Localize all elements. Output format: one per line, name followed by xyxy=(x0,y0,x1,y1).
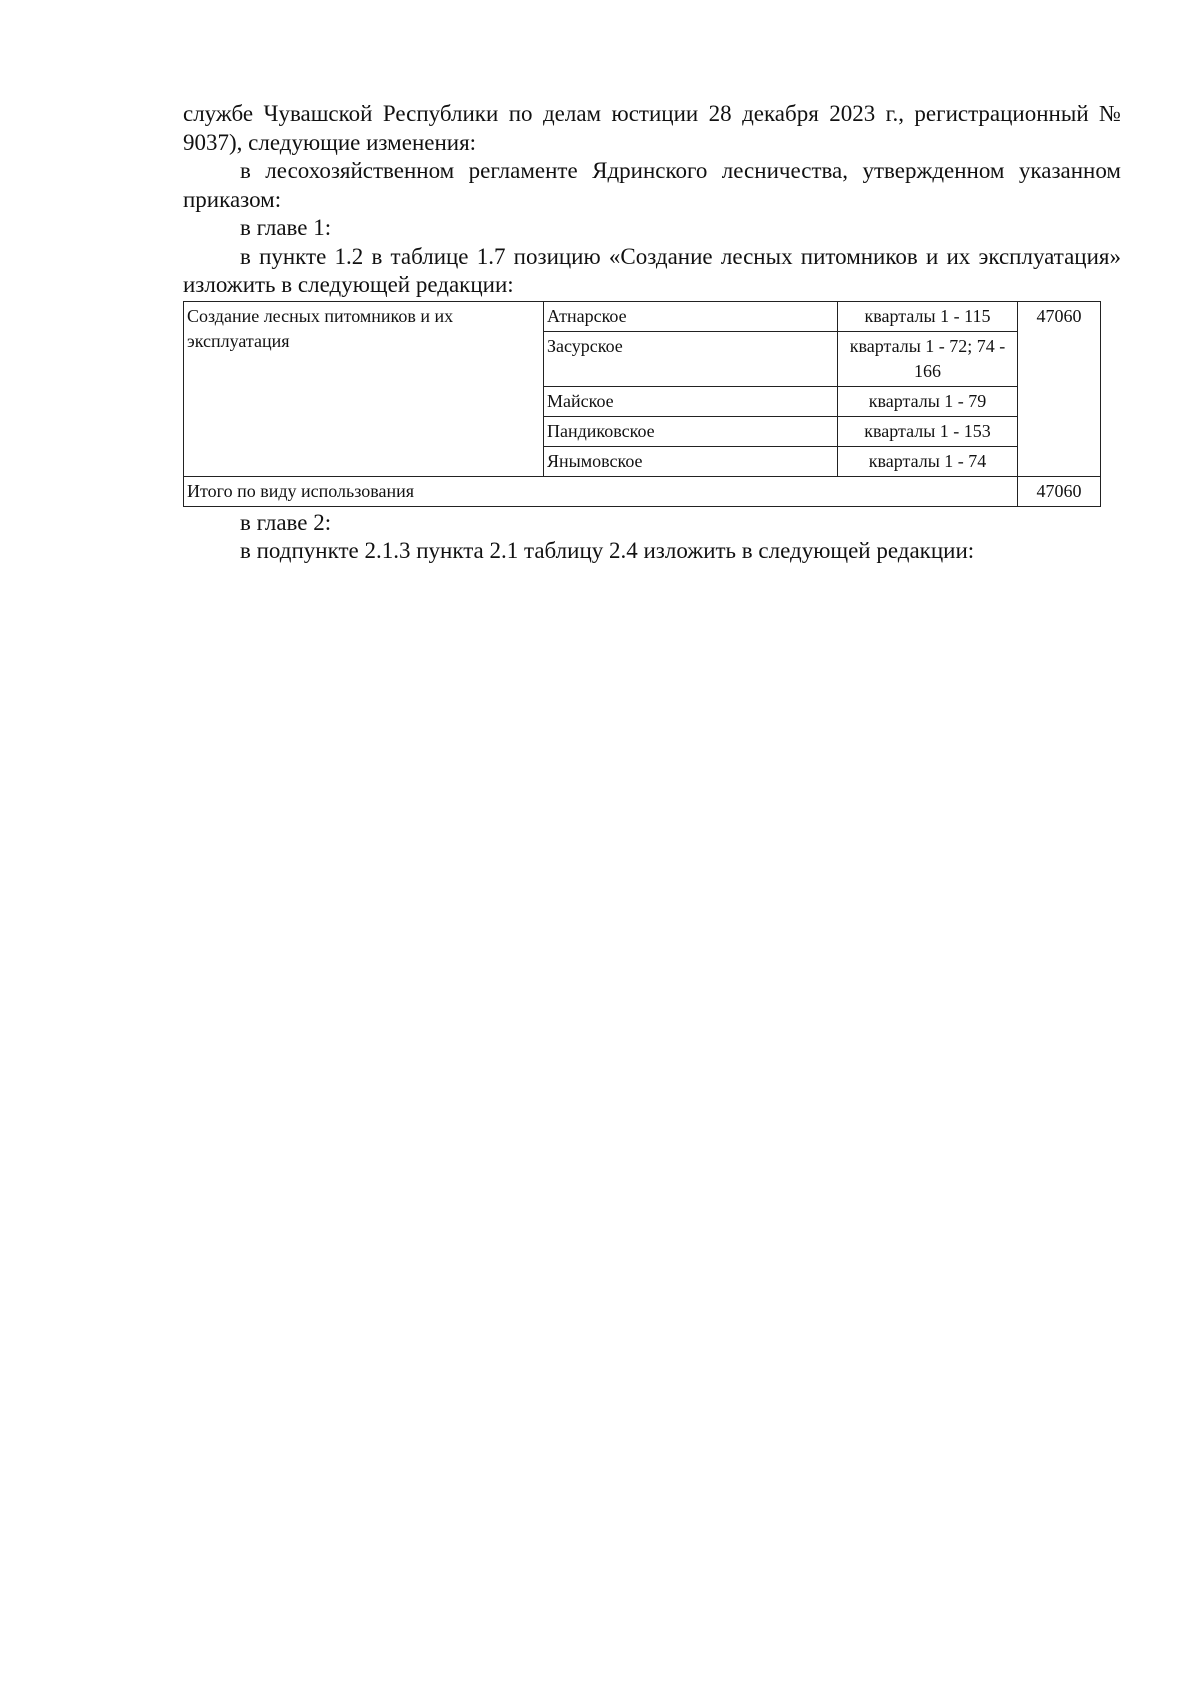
district-cell: Янымовское xyxy=(544,446,838,476)
paragraph: в главе 1: xyxy=(240,215,332,240)
table-row xyxy=(184,301,1101,331)
quarters-cell: кварталы 1 - 74 xyxy=(838,446,1018,476)
quarters-cell: кварталы 1 - 72; 74 - 166 xyxy=(838,331,1018,386)
quarters-cell: кварталы 1 - 79 xyxy=(838,386,1018,416)
district-cell: Майское xyxy=(544,386,838,416)
district-cell: Атнарское xyxy=(544,301,838,331)
forest-use-table xyxy=(183,301,1101,507)
quarters-cell: кварталы 1 - 153 xyxy=(838,416,1018,446)
total-label-cell: Итого по виду использования xyxy=(184,476,1018,506)
table-total-row xyxy=(184,476,1101,506)
district-cell: Засурское xyxy=(544,331,838,386)
paragraph: в лесохозяйственном регламенте Ядринского лесничества, утвержденном указанном приказом: xyxy=(183,158,1121,212)
paragraph: в подпункте 2.1.3 пункта 2.1 таблицу 2.4 изложить в следующей редакции: xyxy=(240,538,975,563)
quarters-cell: кварталы 1 - 115 xyxy=(838,301,1018,331)
paragraph: в пункте 1.2 в таблице 1.7 позицию «Создание лесных питомников и их эксплуатация» изложить в следующей редакции: xyxy=(183,243,1121,297)
area-cell: 47060 xyxy=(1018,301,1101,476)
total-value-cell: 47060 xyxy=(1018,476,1101,506)
district-cell: Пандиковское xyxy=(544,416,838,446)
activity-cell: Создание лесных питомников и их эксплуатация xyxy=(184,301,544,476)
paragraph: в главе 2: xyxy=(240,509,332,535)
paragraph: службе Чувашской Республики по делам юстиции 28 декабря 2023 г., регистрационный № 9037), следующие изменения: xyxy=(183,101,1121,155)
